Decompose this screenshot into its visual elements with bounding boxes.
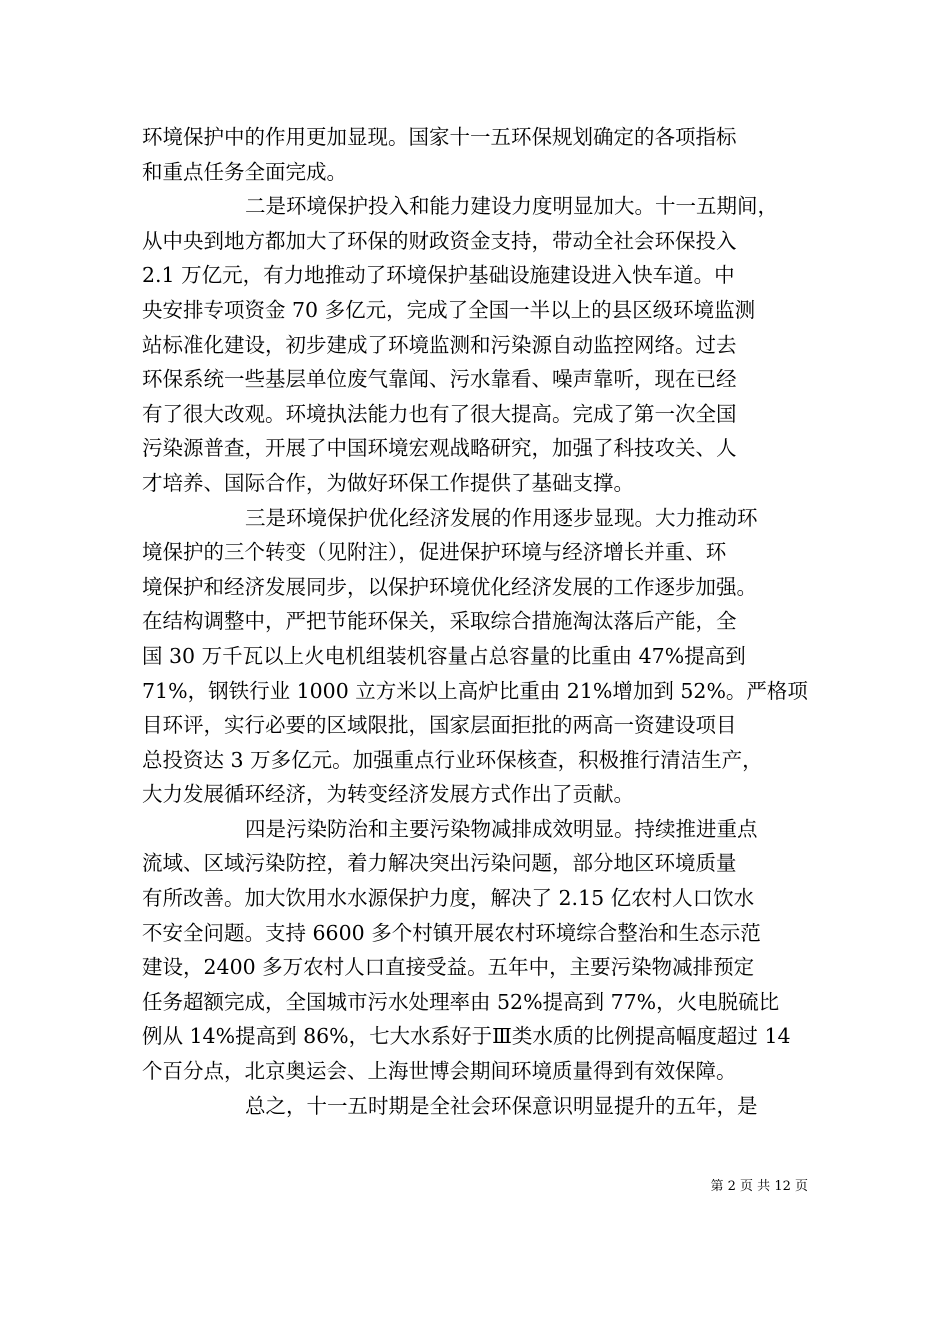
text-line: 从中央到地方都加大了环保的财政资金支持，带动全社会环保投入 — [142, 228, 737, 253]
text-line: 2.1 万亿元，有力地推动了环境保护基础设施建设进入快车道。中 — [142, 263, 735, 288]
page-footer: 第 2 页 共 12 页 — [710, 1179, 808, 1194]
text-line: 才培养、国际合作，为做好环保工作提供了基础支撑。 — [142, 470, 634, 495]
text-line: 不安全问题。支持 6600 多个村镇开展农村环境综合整治和生态示范 — [142, 920, 761, 945]
text-line: 和重点任务全面完成。 — [142, 159, 347, 184]
text-line: 污染源普查，开展了中国环境宏观战略研究，加强了科技攻关、人 — [142, 436, 737, 461]
text-line: 总投资达 3 万多亿元。加强重点行业环保核查，积极推行清洁生产， — [142, 747, 763, 772]
text-line: 国 30 万千瓦以上火电机组装机容量占总容量的比重由 47%提高到 — [142, 643, 746, 668]
text-line: 例从 14%提高到 86%，七大水系好于Ⅲ类水质的比例提高幅度超过 14 — [142, 1024, 791, 1049]
body-text — [142, 120, 814, 1123]
text-line: 二是环境保护投入和能力建设力度明显加大。十一五期间， — [245, 194, 778, 219]
text-line: 境保护和经济发展同步，以保护环境优化经济发展的工作逐步加强。 — [142, 574, 757, 599]
text-line: 环境保护中的作用更加显现。国家十一五环保规划确定的各项指标 — [142, 125, 737, 149]
text-line: 境保护的三个转变（见附注），促进保护环境与经济增长并重、环 — [142, 540, 727, 565]
text-line: 大力发展循环经济，为转变经济发展方式作出了贡献。 — [142, 782, 634, 807]
text-line: 总之，十一五时期是全社会环保意识明显提升的五年，是 — [245, 1093, 758, 1118]
text-line: 四是污染防治和主要污染物减排成效明显。持续推进重点 — [245, 816, 758, 841]
text-line: 个百分点，北京奥运会、上海世博会期间环境质量得到有效保障。 — [142, 1059, 737, 1084]
text-line: 三是环境保护优化经济发展的作用逐步显现。大力推动环 — [245, 505, 758, 530]
text-line: 71%，钢铁行业 1000 立方米以上高炉比重由 21%增加到 52%。严格项 — [142, 678, 808, 703]
text-line: 环保系统一些基层单位废气靠闻、污水靠看、噪声靠听，现在已经 — [142, 367, 737, 392]
text-line: 任务超额完成，全国城市污水处理率由 52%提高到 77%，火电脱硫比 — [142, 989, 780, 1014]
text-line: 站标准化建设，初步建成了环境监测和污染源自动监控网络。过去 — [142, 332, 737, 357]
text-line: 有了很大改观。环境执法能力也有了很大提高。完成了第一次全国 — [142, 401, 737, 426]
text-line: 有所改善。加大饮用水水源保护力度，解决了 2.15 亿农村人口饮水 — [142, 886, 755, 911]
text-line: 央安排专项资金 70 多亿元，完成了全国一半以上的县区级环境监测 — [142, 297, 756, 322]
text-line: 流域、区域污染防控，着力解决突出污染问题，部分地区环境质量 — [142, 851, 737, 876]
text-line: 建设，2400 多万农村人口直接受益。五年中，主要污染物减排预定 — [142, 955, 755, 980]
text-line: 在结构调整中，严把节能环保关，采取综合措施淘汰落后产能，全 — [142, 609, 737, 634]
text-line: 目环评，实行必要的区域限批，国家层面拒批的两高一资建设项目 — [142, 713, 737, 738]
